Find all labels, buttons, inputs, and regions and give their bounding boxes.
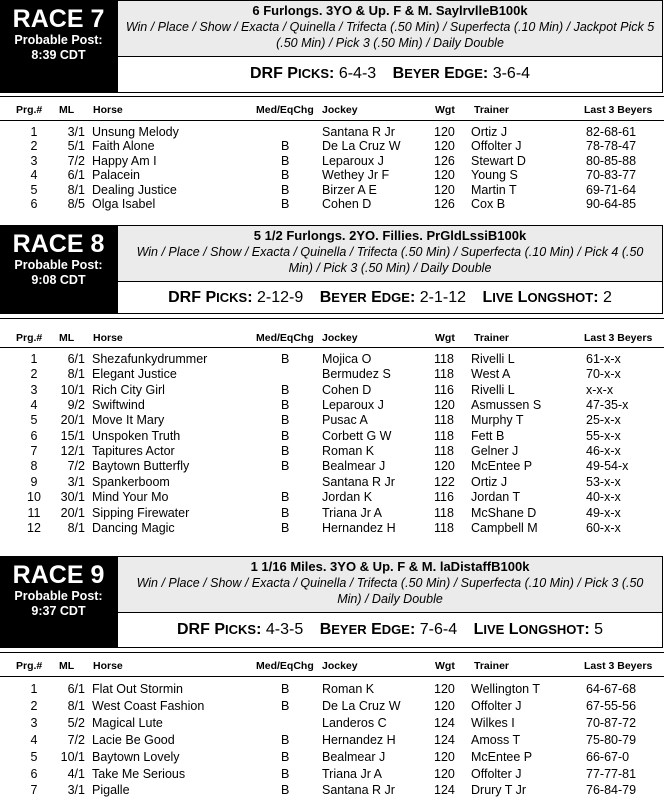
- table-row: [0, 413, 664, 427]
- morning-line-odds: 5/1: [67, 139, 85, 154]
- program-number: 3: [30, 153, 38, 168]
- weight: 118: [434, 428, 454, 443]
- beyer-edge: 3-6-4: [492, 65, 531, 82]
- morning-line-odds: 15/1: [60, 428, 85, 443]
- trainer-name: McEntee P: [471, 459, 533, 474]
- drf-picks: 4-3-5: [265, 621, 304, 638]
- col-trainer: Trainer: [474, 660, 510, 672]
- beyer-edge: 7-6-4: [419, 621, 458, 638]
- program-number: 5: [30, 413, 38, 428]
- last-3-beyers: 64-67-68: [586, 682, 637, 696]
- weight: 118: [434, 505, 454, 520]
- morning-line-odds: 20/1: [60, 505, 85, 520]
- weight: 120: [434, 182, 455, 197]
- table-row: [0, 716, 664, 730]
- table-row: [0, 682, 664, 696]
- program-number: 6: [30, 197, 38, 211]
- morning-line-odds: 30/1: [60, 490, 85, 505]
- last-3-beyers: 53-x-x: [586, 474, 621, 489]
- morning-line-odds: 6/1: [67, 168, 85, 183]
- col-horse: Horse: [93, 104, 123, 116]
- race-badge: [0, 556, 117, 648]
- last-3-beyers: 40-x-x: [586, 490, 621, 505]
- trainer-name: Cox B: [471, 197, 506, 211]
- race-title: RACE 8: [12, 230, 105, 258]
- table-row: [0, 383, 664, 397]
- program-number: 4: [30, 732, 38, 747]
- picks-bar: [117, 57, 663, 93]
- program-number: 6: [30, 428, 38, 443]
- horse-name: Elegant Justice: [92, 367, 177, 382]
- trainer-name: Wilkes I: [471, 715, 515, 730]
- horse-name: Baytown Lovely: [92, 749, 180, 764]
- table-row: [0, 767, 664, 781]
- program-number: 1: [30, 352, 38, 366]
- table-row: [0, 783, 664, 797]
- live-longshot-label: LIVE LONGSHOT:: [473, 621, 590, 638]
- program-number: 9: [30, 474, 38, 489]
- program-number: 7: [30, 783, 38, 798]
- morning-line-odds: 8/1: [67, 367, 85, 382]
- program-number: 1: [30, 682, 38, 696]
- med-equipment: B: [281, 520, 290, 535]
- trainer-name: West A: [471, 367, 511, 382]
- race-badge: [0, 225, 117, 314]
- med-equipment: B: [281, 428, 290, 443]
- morning-line-odds: 8/1: [67, 182, 85, 197]
- col-jockey: Jockey: [322, 332, 358, 344]
- last-3-beyers: 49-54-x: [586, 459, 629, 474]
- weight: 120: [434, 168, 455, 183]
- divider: [0, 676, 664, 677]
- program-number: 4: [30, 398, 38, 413]
- weight: 120: [434, 398, 455, 413]
- last-3-beyers: 77-77-81: [586, 766, 637, 781]
- horse-name: Move It Mary: [92, 413, 165, 428]
- trainer-name: Rivelli L: [471, 382, 515, 397]
- jockey-name: Hernandez H: [322, 520, 396, 535]
- program-number: 4: [30, 168, 38, 183]
- col-ml: ML: [59, 660, 75, 672]
- med-equipment: B: [281, 459, 290, 474]
- jockey-name: Hernandez H: [322, 732, 396, 747]
- divider: [0, 120, 664, 121]
- trainer-name: Offolter J: [471, 766, 522, 781]
- col-prg: Prg.#: [16, 104, 43, 116]
- program-number: 10: [27, 490, 41, 505]
- col-ml: ML: [59, 332, 75, 344]
- trainer-name: Campbell M: [471, 520, 538, 535]
- table-row: [0, 475, 664, 489]
- morning-line-odds: 6/1: [67, 682, 85, 696]
- jockey-name: Wethey Jr F: [322, 168, 390, 183]
- post-time: 9:08 CDT: [31, 273, 86, 287]
- last-3-beyers: 69-71-64: [586, 182, 637, 197]
- jockey-name: Bealmear J: [322, 459, 386, 474]
- horse-name: Olga Isabel: [92, 197, 156, 211]
- morning-line-odds: 12/1: [60, 444, 85, 459]
- horse-name: Mind Your Mo: [92, 490, 169, 505]
- med-equipment: B: [281, 766, 290, 781]
- table-row: [0, 699, 664, 713]
- jockey-name: Birzer A E: [322, 182, 377, 197]
- morning-line-odds: 7/2: [67, 732, 85, 747]
- trainer-name: Fett B: [471, 428, 505, 443]
- col-med: Med/EqChg: [256, 104, 314, 116]
- last-3-beyers: 70-87-72: [586, 715, 637, 730]
- table-row: [0, 459, 664, 473]
- col-trainer: Trainer: [474, 332, 510, 344]
- post-label: Probable Post:: [14, 589, 103, 603]
- race-conditions-box: [117, 0, 663, 57]
- horse-name: Sipping Firewater: [92, 505, 190, 520]
- col-beyers: Last 3 Beyers: [584, 104, 653, 116]
- program-number: 12: [27, 520, 41, 535]
- horse-name: Baytown Butterfly: [92, 459, 190, 474]
- med-equipment: B: [281, 682, 290, 696]
- morning-line-odds: 10/1: [60, 749, 85, 764]
- divider: [0, 96, 664, 97]
- horse-name: Take Me Serious: [92, 766, 186, 781]
- col-jockey: Jockey: [322, 104, 358, 116]
- program-number: 11: [27, 505, 41, 520]
- race-conditions: 1 1/16 Miles. 3YO & Up. F & M. laDistaffB100k: [250, 559, 530, 574]
- trainer-name: Ortiz J: [471, 474, 508, 489]
- drf-picks-label: DRF PICKS:: [168, 289, 253, 306]
- wager-types: Win / Place / Show / Exacta / Quinella / Trifecta (.50 Min) / Superfecta (.10 Min) / Pick 3 (.50 Min) / Daily Double: [136, 576, 644, 606]
- last-3-beyers: 75-80-79: [586, 732, 637, 747]
- col-prg: Prg.#: [16, 332, 43, 344]
- drf-picks: 2-12-9: [256, 289, 304, 306]
- morning-line-odds: 7/2: [67, 459, 85, 474]
- med-equipment: B: [281, 732, 290, 747]
- horse-name: Spankerboom: [92, 474, 170, 489]
- jockey-name: Cohen D: [322, 382, 372, 397]
- program-number: 5: [30, 749, 38, 764]
- trainer-name: Martin T: [471, 182, 517, 197]
- jockey-name: Santana R Jr: [322, 125, 395, 139]
- trainer-name: Offolter J: [471, 698, 522, 713]
- table-row: [0, 139, 664, 153]
- med-equipment: B: [281, 413, 290, 428]
- med-equipment: B: [281, 352, 290, 366]
- last-3-beyers: 60-x-x: [586, 520, 621, 535]
- weight: 120: [434, 682, 455, 696]
- jockey-name: Triana Jr A: [322, 766, 382, 781]
- table-row: [0, 733, 664, 747]
- last-3-beyers: 78-78-47: [586, 139, 637, 154]
- wager-types: Win / Place / Show / Exacta / Quinella / Trifecta (.50 Min) / Superfecta (.10 Min) / Pick 4 (.50 Min) / Pick 3 (.50 Min) / Daily Double: [136, 245, 644, 275]
- jockey-name: Cohen D: [322, 197, 372, 211]
- trainer-name: Offolter J: [471, 139, 522, 154]
- program-number: 6: [30, 766, 38, 781]
- jockey-name: Santana R Jr: [322, 783, 395, 798]
- divider: [0, 347, 664, 348]
- weight: 120: [434, 749, 455, 764]
- med-equipment: B: [281, 197, 290, 211]
- weight: 116: [434, 382, 454, 397]
- program-number: 3: [30, 715, 38, 730]
- jockey-name: Pusac A: [322, 413, 368, 428]
- weight: 124: [434, 783, 455, 798]
- trainer-name: Jordan T: [471, 490, 521, 505]
- horse-name: Shezafunkydrummer: [92, 352, 208, 366]
- horse-name: Unspoken Truth: [92, 428, 181, 443]
- live-longshot-label: LIVE LONGSHOT:: [482, 289, 599, 306]
- beyer-edge-label: BEYER EDGE:: [319, 621, 416, 638]
- horse-name: Palacein: [92, 168, 140, 183]
- horse-name: Rich City Girl: [92, 382, 165, 397]
- trainer-name: Stewart D: [471, 153, 526, 168]
- program-number: 5: [30, 182, 38, 197]
- weight: 116: [434, 490, 454, 505]
- morning-line-odds: 3/1: [67, 783, 85, 798]
- program-number: 1: [30, 125, 38, 139]
- last-3-beyers: 90-64-85: [586, 197, 637, 211]
- divider: [0, 652, 664, 653]
- med-equipment: B: [281, 444, 290, 459]
- horse-name: Tapitures Actor: [92, 444, 175, 459]
- weight: 124: [434, 715, 455, 730]
- race-header: [0, 225, 664, 314]
- beyer-edge-label: BEYER EDGE:: [319, 289, 416, 306]
- trainer-name: Murphy T: [471, 413, 524, 428]
- jockey-name: Landeros C: [322, 715, 387, 730]
- drf-picks-label: DRF PICKS:: [249, 65, 335, 82]
- horse-name: Happy Am I: [92, 153, 157, 168]
- jockey-name: Triana Jr A: [322, 505, 382, 520]
- program-number: 2: [30, 139, 38, 154]
- table-row: [0, 168, 664, 182]
- trainer-name: Drury T Jr: [471, 783, 527, 798]
- med-equipment: B: [281, 490, 290, 505]
- morning-line-odds: 5/2: [67, 715, 85, 730]
- jockey-name: Corbett G W: [322, 428, 392, 443]
- weight: 126: [434, 153, 455, 168]
- wager-types: Win / Place / Show / Exacta / Quinella / Trifecta (.50 Min) / Superfecta (.10 Min) / Jackpot Pick 5 (.50 Min) / Pick 3 (.50 Min) / Daily Double: [125, 20, 655, 50]
- trainer-name: Gelner J: [471, 444, 519, 459]
- post-time: 8:39 CDT: [31, 48, 86, 62]
- race-conditions-box: [117, 556, 663, 613]
- race-conditions: 5 1/2 Furlongs. 2YO. Fillies. PrGldLssiB100k: [253, 228, 527, 243]
- trainer-name: McEntee P: [471, 749, 533, 764]
- jockey-name: Jordan K: [322, 490, 373, 505]
- last-3-beyers: 46-x-x: [586, 444, 621, 459]
- weight: 118: [434, 413, 454, 428]
- last-3-beyers: 82-68-61: [586, 125, 637, 139]
- jockey-name: De La Cruz W: [322, 698, 401, 713]
- race-header: [0, 556, 664, 648]
- med-equipment: B: [281, 783, 290, 798]
- table-row: [0, 125, 664, 139]
- table-header: [0, 657, 664, 675]
- med-equipment: B: [281, 153, 290, 168]
- weight: 120: [434, 125, 455, 139]
- col-horse: Horse: [93, 332, 123, 344]
- med-equipment: B: [281, 382, 290, 397]
- table-header: [0, 329, 664, 347]
- col-beyers: Last 3 Beyers: [584, 660, 653, 672]
- last-3-beyers: 61-x-x: [586, 352, 621, 366]
- trainer-name: Young S: [471, 168, 518, 183]
- col-wgt: Wgt: [435, 660, 455, 672]
- trainer-name: Ortiz J: [471, 125, 508, 139]
- last-3-beyers: 70-x-x: [586, 367, 621, 382]
- col-horse: Horse: [93, 660, 123, 672]
- post-label: Probable Post:: [14, 33, 103, 47]
- med-equipment: B: [281, 139, 290, 154]
- weight: 120: [434, 459, 455, 474]
- table-row: [0, 521, 664, 535]
- jockey-name: Bealmear J: [322, 749, 386, 764]
- col-med: Med/EqChg: [256, 660, 314, 672]
- race-title: RACE 7: [12, 5, 105, 33]
- jockey-name: Leparoux J: [322, 153, 384, 168]
- horse-name: Lacie Be Good: [92, 732, 175, 747]
- last-3-beyers: 67-55-56: [586, 698, 637, 713]
- weight: 120: [434, 766, 455, 781]
- morning-line-odds: 8/1: [67, 520, 85, 535]
- beyer-edge-label: BEYER EDGE:: [392, 65, 489, 82]
- trainer-name: McShane D: [471, 505, 537, 520]
- col-wgt: Wgt: [435, 332, 455, 344]
- live-longshot: 2: [603, 289, 612, 306]
- jockey-name: Mojica O: [322, 352, 372, 366]
- col-wgt: Wgt: [435, 104, 455, 116]
- race-conditions-box: [117, 225, 663, 282]
- table-row: [0, 398, 664, 412]
- table-row: [0, 429, 664, 443]
- last-3-beyers: 49-x-x: [586, 505, 621, 520]
- trainer-name: Rivelli L: [471, 352, 515, 366]
- post-time: 9:37 CDT: [31, 604, 86, 618]
- last-3-beyers: 76-84-79: [586, 783, 637, 798]
- live-longshot: 5: [594, 621, 604, 638]
- horse-name: Unsung Melody: [92, 125, 179, 139]
- horse-name: Dealing Justice: [92, 182, 177, 197]
- col-med: Med/EqChg: [256, 332, 314, 344]
- table-header: [0, 101, 664, 119]
- table-row: [0, 154, 664, 168]
- morning-line-odds: 8/5: [67, 197, 85, 211]
- med-equipment: B: [281, 182, 290, 197]
- last-3-beyers: 66-67-0: [586, 749, 630, 764]
- weight: 126: [434, 197, 455, 211]
- jockey-name: Santana R Jr: [322, 474, 395, 489]
- morning-line-odds: 7/2: [67, 153, 85, 168]
- morning-line-odds: 3/1: [67, 125, 85, 139]
- col-beyers: Last 3 Beyers: [584, 332, 653, 344]
- horse-name: Flat Out Stormin: [92, 682, 183, 696]
- weight: 120: [434, 698, 455, 713]
- last-3-beyers: 47-35-x: [586, 398, 629, 413]
- picks-bar: [117, 282, 663, 314]
- morning-line-odds: 10/1: [60, 382, 85, 397]
- table-row: [0, 444, 664, 458]
- col-ml: ML: [59, 104, 75, 116]
- last-3-beyers: 80-85-88: [586, 153, 637, 168]
- table-row: [0, 506, 664, 520]
- weight: 118: [434, 352, 454, 366]
- last-3-beyers: x-x-x: [586, 382, 614, 397]
- weight: 124: [434, 732, 455, 747]
- horse-name: Swiftwind: [92, 398, 145, 413]
- program-number: 8: [30, 459, 38, 474]
- table-row: [0, 490, 664, 504]
- race-conditions: 6 Furlongs. 3YO & Up. F & M. SaylrvlleB100k: [252, 3, 528, 18]
- weight: 118: [434, 444, 454, 459]
- horse-name: West Coast Fashion: [92, 698, 205, 713]
- weight: 120: [434, 139, 455, 154]
- morning-line-odds: 4/1: [67, 766, 85, 781]
- morning-line-odds: 9/2: [67, 398, 85, 413]
- post-label: Probable Post:: [14, 258, 103, 272]
- last-3-beyers: 25-x-x: [586, 413, 621, 428]
- morning-line-odds: 6/1: [67, 352, 85, 366]
- horse-name: Dancing Magic: [92, 520, 175, 535]
- jockey-name: Leparoux J: [322, 398, 384, 413]
- col-trainer: Trainer: [474, 104, 510, 116]
- program-number: 7: [30, 444, 38, 459]
- program-number: 2: [30, 367, 38, 382]
- divider: [0, 318, 664, 319]
- jockey-name: Roman K: [322, 682, 375, 696]
- jockey-name: De La Cruz W: [322, 139, 401, 154]
- morning-line-odds: 8/1: [67, 698, 85, 713]
- med-equipment: B: [281, 749, 290, 764]
- morning-line-odds: 20/1: [60, 413, 85, 428]
- beyer-edge: 2-1-12: [419, 289, 466, 306]
- drf-picks: 6-4-3: [338, 65, 377, 82]
- med-equipment: B: [281, 505, 290, 520]
- table-row: [0, 183, 664, 197]
- trainer-name: Wellington T: [471, 682, 541, 696]
- weight: 122: [434, 474, 455, 489]
- program-number: 2: [30, 698, 38, 713]
- jockey-name: Bermudez S: [322, 367, 391, 382]
- race-title: RACE 9: [12, 561, 105, 589]
- col-prg: Prg.#: [16, 660, 43, 672]
- drf-picks-label: DRF PICKS:: [176, 621, 262, 638]
- table-row: [0, 750, 664, 764]
- morning-line-odds: 3/1: [67, 474, 85, 489]
- table-row: [0, 367, 664, 381]
- table-row: [0, 197, 664, 211]
- horse-name: Pigalle: [92, 783, 130, 798]
- last-3-beyers: 70-83-77: [586, 168, 637, 183]
- weight: 118: [434, 367, 454, 382]
- race-badge: [0, 0, 117, 93]
- med-equipment: B: [281, 398, 290, 413]
- last-3-beyers: 55-x-x: [586, 428, 621, 443]
- horse-name: Faith Alone: [92, 139, 155, 154]
- race-header: [0, 0, 664, 93]
- trainer-name: Asmussen S: [471, 398, 542, 413]
- med-equipment: B: [281, 698, 290, 713]
- weight: 118: [434, 520, 454, 535]
- program-number: 3: [30, 382, 38, 397]
- horse-name: Magical Lute: [92, 715, 163, 730]
- table-row: [0, 352, 664, 366]
- jockey-name: Roman K: [322, 444, 375, 459]
- picks-bar: [117, 613, 663, 648]
- med-equipment: B: [281, 168, 290, 183]
- col-jockey: Jockey: [322, 660, 358, 672]
- trainer-name: Amoss T: [471, 732, 521, 747]
